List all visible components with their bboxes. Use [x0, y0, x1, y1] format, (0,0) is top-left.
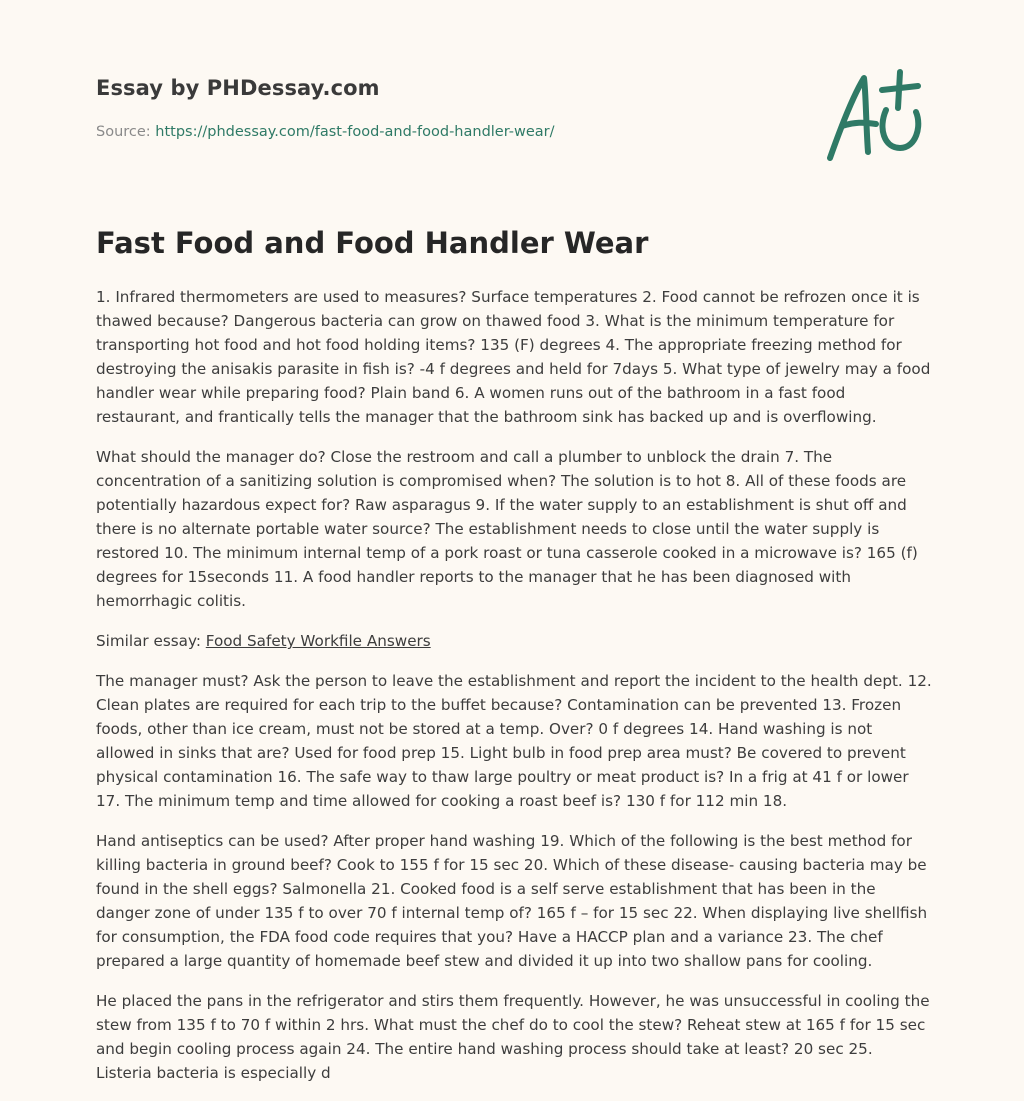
similar-essay-link[interactable]: Food Safety Workfile Answers: [205, 632, 431, 650]
essay-paragraph: What should the manager do? Close the restroom and call a plumber to unblock the drain 7. The concentration of a sanitizing solution is compromised when? The solution is to hot 8. All of these foods are potentially hazardous expect for? Raw asparagus 9. If the water supply to an establishment is shut off and there is no alternate portable water source? The establishment needs to close until the water supply is restored 10. The minimum internal temp of a pork roast or tuna casserole cooked in a microwave is? 165 (f) degrees for 15seconds 11. A food handler reports to the manager that he has been diagnosed with hemorrhagic colitis.: [96, 448, 918, 610]
similar-essay: [96, 629, 932, 653]
similar-essay-label: Similar essay:: [96, 632, 206, 650]
source-label: Source:: [96, 124, 156, 140]
essay-paragraph: 1. Infrared thermometers are used to measures? Surface temperatures 2. Food cannot be refrozen once it is thawed because? Dangerous bacteria can grow on thawed food 3. What is the minimum temperature for transporting hot food and hot food holding items? 135 (F) degrees 4. The appropriate freezing method for destroying the anisakis parasite in fish is? -4 f degrees and held for 7days 5. What type of jewelry may a food handler wear while preparing food? Plain band 6. A women runs out of the bathroom in a fast food restaurant, and frantically tells the manager that the bathroom sink has backed up and is overflowing.: [96, 288, 931, 426]
essay-paragraph: Hand antiseptics can be used? After proper hand washing 19. Which of the following is the best method for killing bacteria in ground beef? Cook to 155 f for 15 sec 20. Which of these disease- causing bacteria may be found in the shell eggs? Salmonella 21. Cooked food is a self serve establishment that has been in the danger zone of under 135 f to over 70 f internal temp of? 165 f – for 15 sec 22. When displaying live shellfish for consumption, the FDA food code requires that you? Have a HACCP plan and a variance 23. The chef prepared a large quantity of homemade beef stew and divided it up into two shallow pans for cooling.: [96, 832, 928, 970]
source-line: [96, 124, 555, 140]
page-title: Fast Food and Food Handler Wear: [96, 226, 649, 260]
essay-body: [96, 285, 932, 1101]
a-plus-logo-icon: [820, 64, 930, 168]
source-link[interactable]: https://phdessay.com/fast-food-and-food-handler-wear/: [155, 124, 555, 140]
essay-paragraph: He placed the pans in the refrigerator and stirs them frequently. However, he was unsuccessful in cooling the stew from 135 f to 70 f within 2 hrs. What must the chef do to cool the stew? Reheat stew at 165 f for 15 sec and begin cooling process again 24. The entire hand washing process should take at least? 20 sec 25. Listeria bacteria is especially d: [96, 992, 930, 1082]
essay-paragraph: The manager must? Ask the person to leave the establishment and report the incident to the health dept. 12. Clean plates are required for each trip to the buffet because? Contamination can be prevented 13. Frozen foods, other than ice cream, must not be stored at a temp. Over? 0 f degrees 14. Hand washing is not allowed in sinks that are? Used for food prep 15. Light bulb in food prep area must? Be covered to prevent physical contamination 16. The safe way to thaw large poultry or meat product is? In a frig at 41 f or lower 17. The minimum temp and time allowed for cooking a roast beef is? 130 f for 112 min 18.: [96, 672, 932, 810]
a-plus-logo-graphic: [820, 64, 930, 168]
brand-title: Essay by PHDessay.com: [96, 76, 380, 100]
